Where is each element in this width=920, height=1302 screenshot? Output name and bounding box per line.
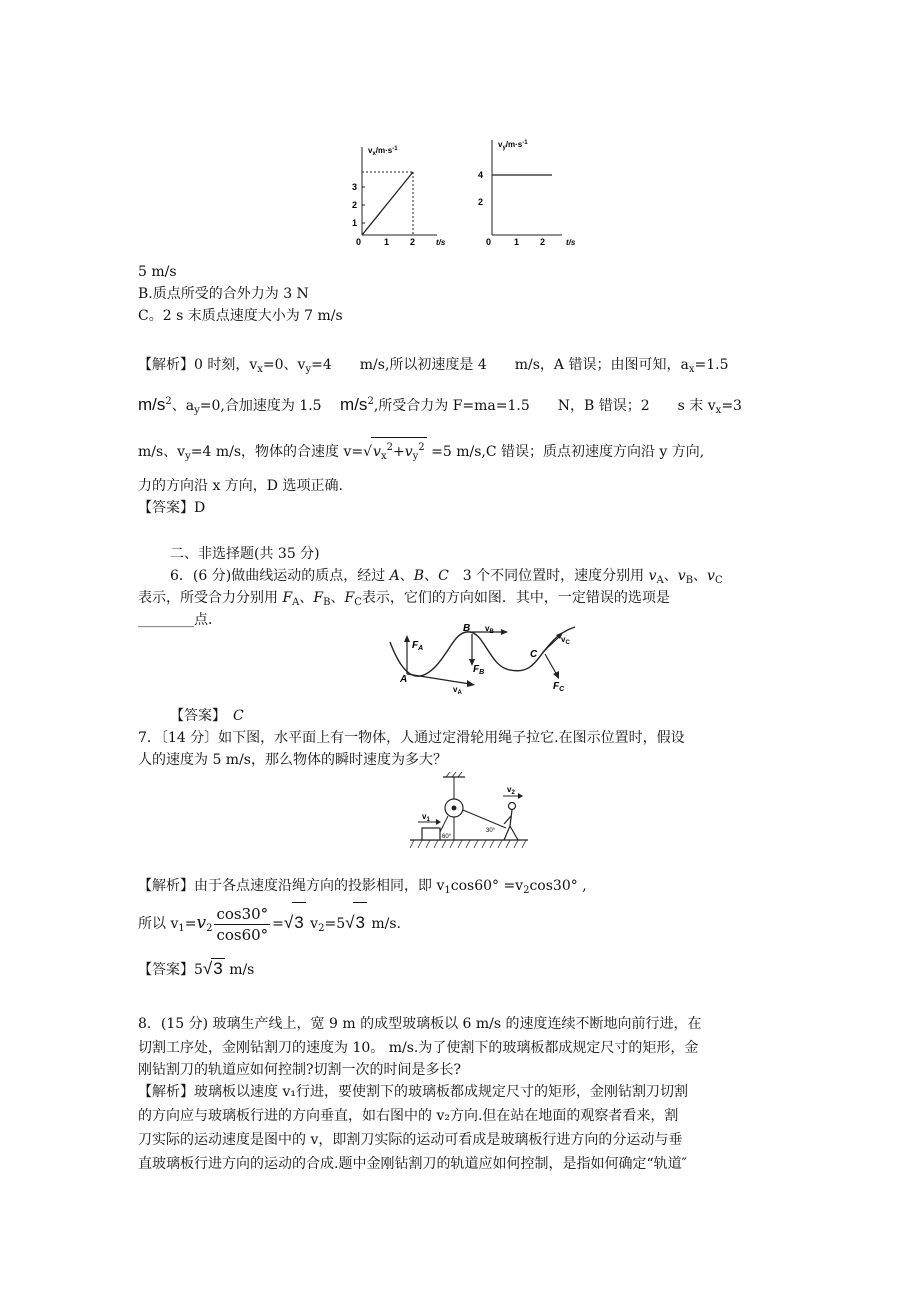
svg-text:4: 4	[478, 170, 484, 180]
svg-text:A: A	[400, 674, 408, 685]
sqrt-expression: $√v_x^2+v_y^2$	[363, 444, 427, 460]
vx-line	[362, 172, 413, 235]
velocity-graphs-figure	[340, 135, 580, 245]
q7-line2: 人的速度为 5 m/s，那么物体的瞬时速度为多大？	[138, 752, 447, 768]
person-figure	[504, 803, 518, 841]
point-b	[463, 623, 508, 676]
svg-text:1: 1	[514, 237, 520, 245]
q5-analysis-line3: m/s、$v_y=4$ m/s，物体的合速度 $v=√v_x^2+v_y^2 =5$ m/s,C 错误；质点初速度方向沿 y 方向,	[138, 437, 704, 467]
q8-analysis-line2: 的方向应与玻璃板行进的方向垂直，如右图中的 v₂方向.但在站在地面的观察者看来，割	[138, 1108, 679, 1124]
svg-text:t/s: t/s	[566, 238, 576, 245]
q8-analysis-line3: 刀实际的运动速度是图中的 v，即割刀实际的运动可看成是玻璃板行进方向的分运动与垂	[138, 1132, 683, 1148]
svg-text:3: 3	[352, 182, 358, 192]
svg-text:vB: $v_B$	[485, 624, 494, 635]
svg-text:1: 1	[384, 237, 390, 245]
vy-graph	[478, 140, 576, 245]
q7-analysis-line2: 所以 $v_1=v_2$ $\frac{\cos 30^\circ}{\cos 60^\circ}$ =√3 $v_2=5√3$ m/s.	[138, 902, 401, 949]
svg-text:vA: $v_A$	[453, 685, 462, 696]
curve-motion-figure	[385, 622, 595, 697]
svg-text:FC: $F_C$	[553, 681, 565, 693]
block	[422, 828, 440, 840]
svg-text:C: C	[530, 649, 538, 660]
q6-line2: 表示，所受合力分别用 $F_A$、$F_B$、$F_C$表示，它们的方向如图．其中，一定错误的选项是	[138, 590, 670, 608]
q8-line3: 刚钻割刀的轨道应如何控制?切割一次的时间是多长?	[138, 1062, 462, 1078]
q7-answer: 【答案】5√3 m/s	[138, 959, 255, 978]
svg-text:v2: $v_2$	[507, 785, 515, 796]
svg-text:1: 1	[352, 218, 358, 228]
q5-analysis-line1: 【解析】0 时刻，$v_x=0$、$v_y=4$ m/s,所以初速度是 4 m/s，A 错误；由图可知，$a_x=1.5$	[138, 357, 729, 375]
q8-line1: 8．(15 分) 玻璃生产线上，宽 9 m 的成型玻璃板以 6 m/s 的速度连续不断地向前行进，在	[138, 1016, 702, 1032]
q5-analysis-line2: $m/s^2$、$a_y=0$,合加速度为 1.5 $m/s^2$,所受合力为 F=ma=1.5 N，B 错误；2 s 末 $v_x=3$	[138, 395, 742, 416]
q7-line1: 7．〔14 分〕如下图，水平面上有一物体，人通过定滑轮用绳子拉它.在图示位置时，假设	[138, 730, 685, 746]
svg-text:FA: $F_A$	[412, 640, 424, 652]
svg-text:vC: $v_C$	[561, 635, 570, 646]
q8-line2: 切割工序处，金刚钻割刀的速度为 10。 m/s.为了使割下的玻璃板都成规定尺寸的矩形，金	[138, 1040, 699, 1056]
svg-text:t/s: t/s	[436, 238, 446, 245]
q5-answer: 【答案】D	[138, 500, 206, 516]
q6-answer: 【答案】 C	[170, 708, 244, 724]
q7-analysis-line1: 【解析】由于各点速度沿绳方向的投影相同，即 $v_1\cos 60^\circ =v_2\cos 30^\circ$ ,	[138, 878, 587, 896]
cos-fraction: $\frac{\cos 30^\circ}{\cos 60^\circ}$	[216, 904, 269, 944]
option-c: C。2 s 末质点速度大小为 7 m/s	[138, 308, 343, 324]
q5-analysis-line4: 力的方向沿 x 方向，D 选项正确.	[138, 478, 343, 494]
svg-text:2: 2	[410, 237, 416, 245]
option-b: B.质点所受的合外力为 3 N	[138, 286, 309, 302]
svg-text:B: B	[463, 623, 471, 634]
svg-text:FB: $F_B$	[473, 664, 485, 676]
q8-analysis-line4: 直玻璃板行进方向的运动的合成.题中金刚钻割刀的轨道应如何控制，是指如何确定“轨道″	[138, 1156, 687, 1172]
section-heading: 二、非选择题(共 35 分)	[170, 546, 320, 562]
svg-text:60°: 60°	[442, 834, 452, 840]
q8-analysis-line1: 【解析】玻璃板以速度 v₁行进，要使割下的玻璃板都成规定尺寸的矩形，金刚钻割刀切割	[138, 1084, 688, 1100]
vx-graph	[352, 146, 446, 245]
svg-text:30°: 30°	[486, 828, 496, 834]
svg-text:2: 2	[352, 200, 358, 210]
q6-line1: 6．(6 分)做曲线运动的质点，经过 A、B、C 3 个不同位置时，速度分别用 $v_A$、$v_B$、$v_C$	[170, 568, 723, 586]
pulley-figure	[408, 772, 530, 852]
svg-text:v1: $v_1$	[422, 812, 430, 823]
point-c	[530, 632, 570, 693]
svg-text:vy/m·s-1: $v_y/m\cdot s^{-1}$	[498, 140, 528, 151]
svg-text:2: 2	[540, 237, 546, 245]
svg-text:0: 0	[486, 237, 492, 245]
svg-text:vx/m·s-1: $v_x/m\cdot s^{-1}$	[368, 146, 398, 157]
q6-line3: ________点．	[138, 612, 222, 628]
svg-text:2: 2	[478, 197, 484, 207]
option-a-fragment: 5 m/s	[138, 264, 177, 280]
svg-text:0: 0	[356, 237, 362, 245]
